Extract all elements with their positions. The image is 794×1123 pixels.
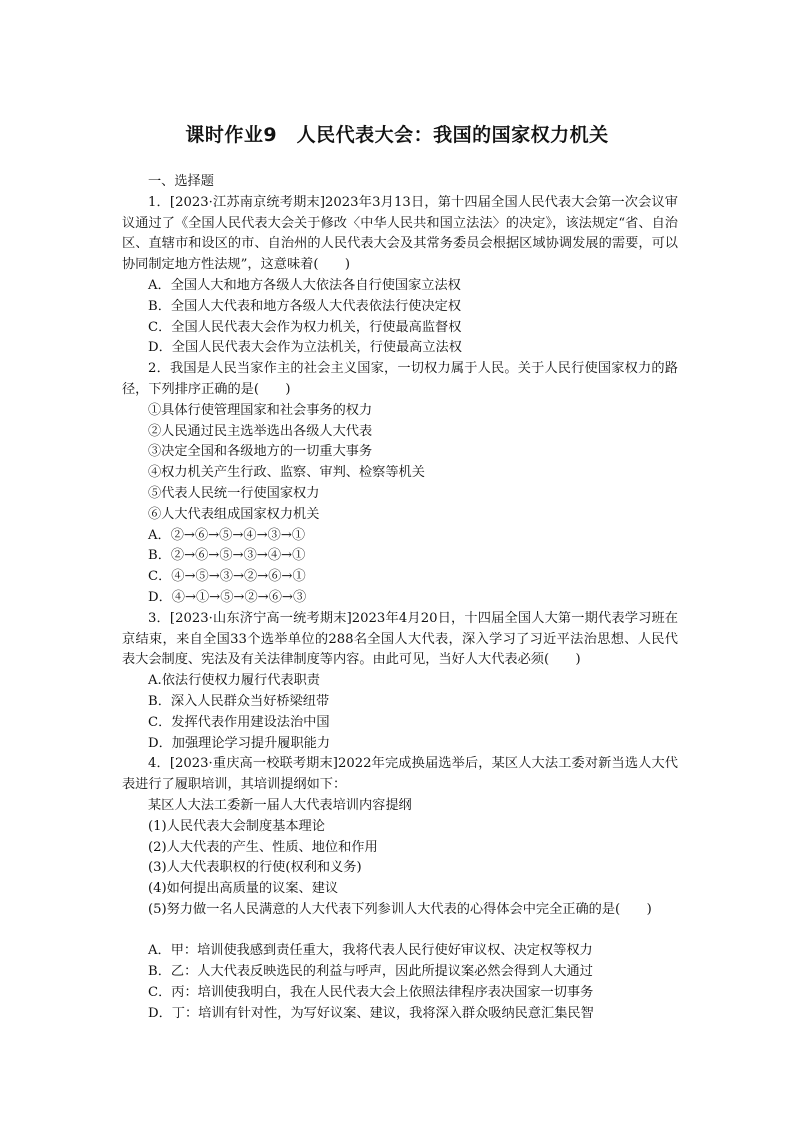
question-1-option-a: A．全国人大和地方各级人大依法各自行使国家立法权 <box>148 277 461 293</box>
question-2-item-6: ⑥人大代表组成国家权力机关 <box>148 506 320 522</box>
question-3-option-c: C．发挥代表作用建设法治中国 <box>148 714 330 730</box>
question-2-item-3: ③决定全国和各级地方的一切重大事务 <box>148 444 373 460</box>
question-4-option-b: B．乙：人大代表反映选民的利益与呼声，因此所提议案必然会得到人大通过 <box>148 964 593 980</box>
question-4-outline-1: (1)人民代表大会制度基本理论 <box>148 818 325 834</box>
question-2-item-4: ④权力机关产生行政、监察、审判、检察等机关 <box>148 465 425 481</box>
question-1-option-d: D．全国人民代表大会作为立法机关，行使最高立法权 <box>148 340 462 356</box>
question-1 <box>122 193 678 359</box>
section-heading: 一、选择题 <box>148 174 214 189</box>
question-4-outline-title: 某区人大法工委新一届人大代表培训内容提纲 <box>148 797 412 813</box>
question-2-item-2: ②人民通过民主选举选出各级人大代表 <box>148 423 373 439</box>
question-3-option-a: A.依法行使权力履行代表职责 <box>148 673 320 689</box>
page-title: 课时作业9 人民代表大会：我国的国家权力机关 <box>185 124 609 146</box>
question-2-item-5: ⑤代表人民统一行使国家权力 <box>148 485 320 501</box>
question-4-option-d: D．丁：培训有针对性，为写好议案、建议，我将深入群众吸纳民意汇集民智 <box>148 1005 594 1021</box>
question-2-option-b: B．②→⑥→⑤→③→④→① <box>148 548 306 564</box>
question-3-stem: 3．[2023·山东济宁高一统考期末]2023年4月20日，十四届全国人大第一期代表学习班在京结束，来自全国33个选举单位的288名全国人大代表，深入学习了习近平法治思想、人民代表大会制度、宪法及有关法律制度等内容。由此可见，当好人大代表必须( ) <box>122 610 678 668</box>
question-3-option-d: D．加强理论学习提升履职能力 <box>148 735 331 751</box>
question-2-option-d: D．④→①→⑤→②→⑥→③ <box>148 589 307 605</box>
question-1-stem: 1．[2023·江苏南京统考期末]2023年3月13日，第十四届全国人民代表大会第一次会议审议通过了《全国人民代表大会关于修改〈中华人民共和国立法法〉的决定》，该法规定“省、自治区、直辖市和设区的市、自治州的人民代表大会及其常务委员会根据区域协调发展的需要，可以协同制定地方性法规”，这意味着( ) <box>122 194 678 273</box>
question-3-option-b: B．深入人民群众当好桥梁纽带 <box>148 693 330 709</box>
question-4-outline-2: (2)人大代表的产生、性质、地位和作用 <box>148 839 378 855</box>
question-2-item-1: ①具体行使管理国家和社会事务的权力 <box>148 402 373 418</box>
question-2-option-c: C．④→⑤→③→②→⑥→① <box>148 569 306 585</box>
question-2-option-a: A．②→⑥→⑤→④→③→① <box>148 527 306 543</box>
question-4-option-a: A．甲：培训使我感到责任重大，我将代表人民行使好审议权、决定权等权力 <box>148 943 593 959</box>
document-body <box>122 172 678 1025</box>
question-4-stem: 4．[2023·重庆高一校联考期末]2022年完成换届选举后，某区人大法工委对新当选人大代表进行了履职培训，其培训提纲如下： <box>122 756 678 793</box>
question-4-option-c: C．丙：培训使我明白，我在人民代表大会上依照法律程序表决国家一切事务 <box>148 985 594 1001</box>
question-2 <box>122 359 678 609</box>
question-4-outline-3: (3)人大代表职权的行使(权利和义务) <box>148 860 362 876</box>
question-4-outline-5: (5)努力做一名人民满意的人大代表下列参训人大代表的心得体会中完全正确的是( ) <box>148 901 652 917</box>
question-1-option-c: C．全国人民代表大会作为权力机关，行使最高监督权 <box>148 319 462 335</box>
question-1-option-b: B．全国人大代表和地方各级人大代表依法行使决定权 <box>148 298 462 314</box>
question-2-stem: 2．我国是人民当家作主的社会主义国家，一切权力属于人民。关于人民行使国家权力的路径，下列排序正确的是( ) <box>122 361 678 397</box>
question-3 <box>122 609 678 755</box>
question-4 <box>122 754 678 1024</box>
question-4-outline-4: (4)如何提出高质量的议案、建议 <box>148 881 339 897</box>
